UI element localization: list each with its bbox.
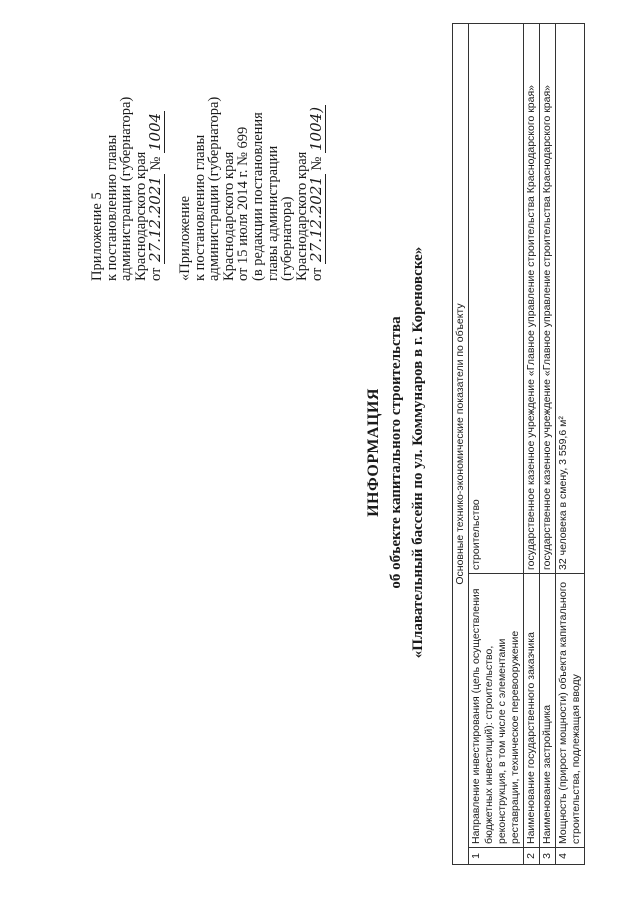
- row-value: строительство: [469, 24, 524, 574]
- annex-line: Приложение 5: [89, 192, 105, 281]
- row-number: 4: [556, 848, 585, 865]
- row-value: 32 человека в смену, 3 559,6 м²: [556, 24, 585, 574]
- table-row: [524, 24, 540, 865]
- row-number: 3: [540, 848, 556, 865]
- annex-block: [90, 6, 325, 281]
- row-value: государственное казенное учреждение «Главное управление строительства Краснодарского края»: [524, 24, 540, 574]
- title-object-name: «Плавательный бассейн по ул. Коммунаров в г. Кореновске»: [410, 246, 426, 659]
- annex-line: Краснодарского края: [220, 151, 237, 281]
- row-number: 1: [469, 848, 524, 865]
- handwritten-date-2: 27.12.2021: [307, 176, 326, 262]
- number-prefix: №: [309, 156, 326, 171]
- annex-line: администрации (губернатора): [118, 96, 135, 281]
- row-value: государственное казенное учреждение «Главное управление строительства Краснодарского края»: [540, 24, 556, 574]
- handwritten-number-2: 1004): [307, 106, 326, 151]
- table-header-row: [453, 24, 469, 865]
- annex-line: Краснодарского края: [132, 151, 149, 281]
- row-number: 2: [524, 848, 540, 865]
- annex-line: (в редакции постановления: [249, 112, 266, 281]
- annex-line: к постановлению главы: [103, 134, 120, 281]
- annex-line: от 15 июля 2014 г. № 699: [235, 126, 252, 281]
- date-prefix: от: [148, 267, 165, 281]
- title-subheading: об объекте капитального строительства: [388, 316, 404, 589]
- document-title: [363, 0, 429, 905]
- number-prefix: №: [148, 156, 165, 171]
- row-label: Наименование государственного заказчика: [524, 574, 540, 848]
- title-heading: ИНФОРМАЦИЯ: [365, 388, 382, 517]
- annex-line: (губернатора): [279, 196, 296, 281]
- annex-line: Краснодарского края: [293, 151, 310, 281]
- annex-date-line: [148, 6, 164, 281]
- indicators-table: [452, 23, 585, 865]
- annex-line: главы администрации: [264, 145, 281, 281]
- annex-date-line-2: [309, 6, 325, 281]
- date-prefix: от: [309, 267, 326, 281]
- handwritten-date: 27.12.2021: [146, 176, 165, 262]
- row-label: Мощность (прирост мощности) объекта капитального строительства, подлежащая вводу: [556, 574, 585, 848]
- table-row: [540, 24, 556, 865]
- row-label: Направление инвестирования (цель осуществления бюджетных инвестиций): строительство, реконструкция, в том числе с элементами реставрации, техническое перевооружение: [469, 574, 524, 848]
- table-row: [469, 24, 524, 865]
- table-row: [556, 24, 585, 865]
- handwritten-number: 1004: [146, 112, 165, 151]
- annex-line: администрации (губернатора): [206, 96, 223, 281]
- row-label: Наименование застройщика: [540, 574, 556, 848]
- table-header: Основные технико-экономические показатели по объекту: [453, 24, 469, 865]
- annex-line: «Приложение: [176, 195, 193, 281]
- annex-line: к постановлению главы: [191, 134, 208, 281]
